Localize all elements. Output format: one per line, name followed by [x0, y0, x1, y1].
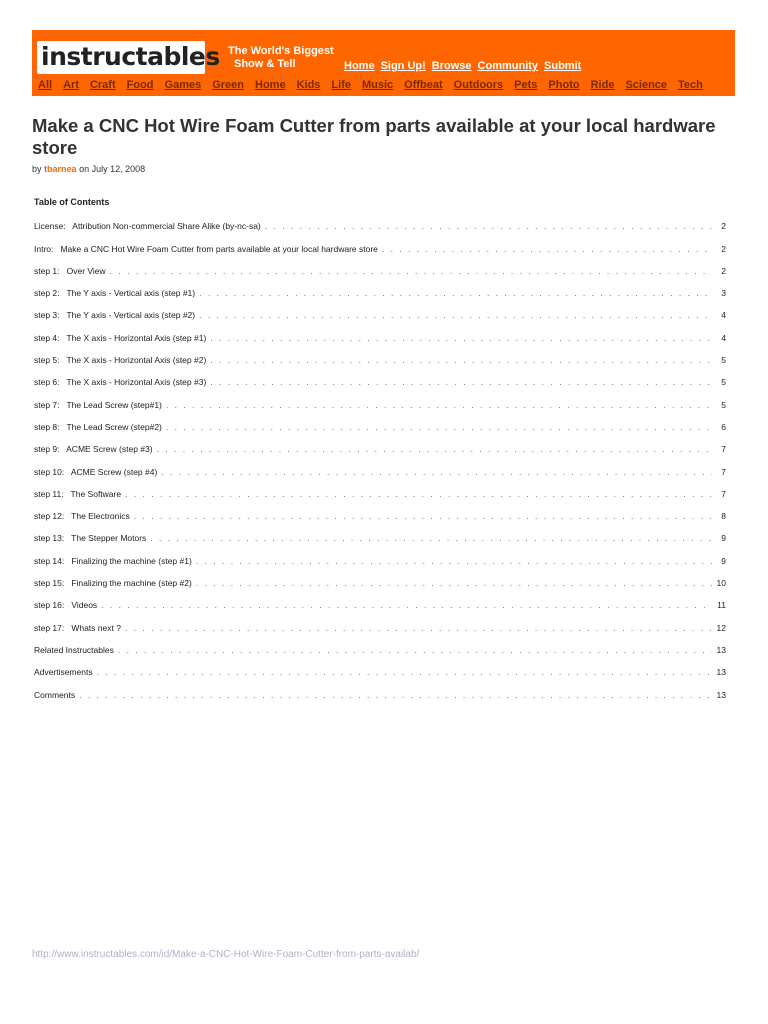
- category-offbeat[interactable]: Offbeat: [404, 79, 443, 91]
- category-games[interactable]: Games: [164, 79, 202, 91]
- toc-leader-dots: [199, 304, 712, 326]
- toc-leader-dots: [210, 349, 712, 371]
- toc-row[interactable]: [34, 616, 726, 638]
- category-kids[interactable]: Kids: [296, 79, 321, 91]
- toc-entry-label: License: Attribution Non-commercial Share Alike (by-nc-sa): [34, 221, 261, 232]
- toc-row[interactable]: [34, 438, 726, 460]
- toc-row[interactable]: [34, 505, 726, 527]
- toc-row[interactable]: [34, 349, 726, 371]
- toc-page-number: 4: [721, 310, 726, 321]
- category-life[interactable]: Life: [331, 79, 351, 91]
- toc-entry-label: step 17: Whats next ?: [34, 622, 121, 633]
- toc-entry-label: step 13: The Stepper Motors: [34, 533, 147, 544]
- tagline-line-1: The World's Biggest: [228, 45, 334, 57]
- toc-leader-dots: [125, 617, 712, 639]
- toc-row[interactable]: [34, 594, 726, 616]
- category-pets[interactable]: Pets: [514, 79, 538, 91]
- category-photo[interactable]: Photo: [548, 79, 580, 91]
- tagline: [228, 45, 338, 71]
- toc-leader-dots: [166, 416, 712, 438]
- toc-leader-dots: [196, 550, 712, 572]
- toc-entry-label: step 6: The X axis - Horizontal Axis (step #3): [34, 377, 207, 388]
- toc-page-number: 13: [716, 689, 726, 700]
- toc-leader-dots: [382, 238, 712, 260]
- category-ride[interactable]: Ride: [590, 79, 615, 91]
- toc-row[interactable]: [34, 572, 726, 594]
- category-art[interactable]: Art: [63, 79, 79, 91]
- toc-row[interactable]: [34, 683, 726, 705]
- table-of-contents: [34, 215, 726, 706]
- toc-page-number: 12: [716, 622, 726, 633]
- toc-entry-label: step 1: Over View: [34, 265, 106, 276]
- logo-text: instructables: [41, 42, 220, 71]
- toc-entry-label: step 11: The Software: [34, 488, 122, 499]
- toc-page-number: 8: [721, 511, 726, 522]
- toc-page-number: 13: [716, 644, 726, 655]
- toc-row[interactable]: [34, 326, 726, 348]
- category-nav: [38, 79, 714, 91]
- toc-page-number: 2: [721, 265, 726, 276]
- toc-row[interactable]: [34, 237, 726, 259]
- toc-page-number: 2: [721, 221, 726, 232]
- toc-row[interactable]: [34, 416, 726, 438]
- toc-page-number: 13: [716, 667, 726, 678]
- toc-page-number: 3: [721, 288, 726, 299]
- toc-row[interactable]: [34, 483, 726, 505]
- byline: [32, 164, 145, 174]
- category-food[interactable]: Food: [126, 79, 154, 91]
- author-link[interactable]: tbarnea: [44, 164, 77, 174]
- top-nav-home[interactable]: Home: [344, 60, 375, 72]
- toc-entry-label: step 8: The Lead Screw (step#2): [34, 421, 162, 432]
- publish-date: on July 12, 2008: [79, 164, 146, 174]
- toc-leader-dots: [157, 438, 712, 460]
- top-nav-community[interactable]: Community: [477, 60, 539, 72]
- toc-page-number: 7: [721, 444, 726, 455]
- toc-page-number: 11: [717, 600, 726, 611]
- article-title: Make a CNC Hot Wire Foam Cutter from parts available at your local hardware store: [32, 115, 716, 158]
- category-outdoors[interactable]: Outdoors: [453, 79, 504, 91]
- toc-entry-label: step 5: The X axis - Horizontal Axis (step #2): [34, 355, 207, 366]
- toc-row[interactable]: [34, 527, 726, 549]
- toc-entry-label: Intro: Make a CNC Hot Wire Foam Cutter from parts available at your local hardware store: [34, 243, 378, 254]
- toc-leader-dots: [134, 505, 712, 527]
- site-header-banner: [32, 30, 735, 96]
- toc-row[interactable]: [34, 460, 726, 482]
- toc-page-number: 4: [721, 332, 726, 343]
- toc-leader-dots: [79, 684, 712, 706]
- toc-entry-label: Advertisements: [34, 667, 93, 678]
- toc-leader-dots: [210, 327, 712, 349]
- toc-row[interactable]: [34, 215, 726, 237]
- footer-url[interactable]: http://www.instructables.com/id/Make-a-CNC-Hot-Wire-Foam-Cutter-from-parts-availab/: [32, 949, 420, 960]
- toc-row[interactable]: [34, 282, 726, 304]
- toc-page-number: 9: [721, 533, 726, 544]
- toc-leader-dots: [101, 594, 712, 616]
- toc-page-number: 6: [721, 421, 726, 432]
- top-nav-browse[interactable]: Browse: [431, 60, 472, 72]
- toc-leader-dots: [199, 282, 712, 304]
- toc-row[interactable]: [34, 639, 726, 661]
- top-nav-sign-up[interactable]: Sign Up!: [380, 60, 426, 72]
- category-home[interactable]: Home: [255, 79, 286, 91]
- toc-page-number: 7: [721, 466, 726, 477]
- toc-entry-label: step 4: The X axis - Horizontal Axis (step #1): [34, 332, 207, 343]
- toc-row[interactable]: [34, 304, 726, 326]
- toc-leader-dots: [110, 260, 712, 282]
- toc-heading: Table of Contents: [34, 197, 110, 207]
- toc-row[interactable]: [34, 661, 726, 683]
- toc-entry-label: step 2: The Y axis - Vertical axis (step #1): [34, 288, 196, 299]
- toc-leader-dots: [265, 215, 712, 237]
- toc-entry-label: Related Instructables: [34, 644, 114, 655]
- category-science[interactable]: Science: [625, 79, 668, 91]
- toc-row[interactable]: [34, 393, 726, 415]
- category-craft[interactable]: Craft: [89, 79, 116, 91]
- toc-page-number: 9: [721, 555, 726, 566]
- category-music[interactable]: Music: [361, 79, 394, 91]
- toc-entry-label: step 3: The Y axis - Vertical axis (step #2): [34, 310, 196, 321]
- toc-page-number: 5: [721, 355, 726, 366]
- toc-row[interactable]: [34, 260, 726, 282]
- toc-page-number: 7: [721, 488, 726, 499]
- toc-leader-dots: [196, 572, 712, 594]
- top-nav: [344, 60, 587, 72]
- toc-entry-label: step 16: Videos: [34, 600, 98, 611]
- toc-entry-label: step 7: The Lead Screw (step#1): [34, 399, 162, 410]
- category-tech[interactable]: Tech: [678, 79, 703, 91]
- toc-leader-dots: [118, 639, 712, 661]
- toc-row[interactable]: [34, 549, 726, 571]
- toc-entry-label: step 14: Finalizing the machine (step #1): [34, 555, 192, 566]
- toc-leader-dots: [210, 371, 712, 393]
- toc-page-number: 5: [721, 399, 726, 410]
- toc-entry-label: step 12: The Electronics: [34, 511, 130, 522]
- top-nav-submit[interactable]: Submit: [544, 60, 582, 72]
- tagline-line-2: Show & Tell: [234, 58, 296, 70]
- byline-prefix: by: [32, 164, 42, 174]
- toc-leader-dots: [97, 661, 712, 683]
- toc-leader-dots: [150, 527, 712, 549]
- toc-page-number: 2: [721, 243, 726, 254]
- category-all[interactable]: All: [38, 79, 53, 91]
- toc-entry-label: step 9: ACME Screw (step #3): [34, 444, 153, 455]
- toc-row[interactable]: [34, 371, 726, 393]
- instructables-logo[interactable]: [37, 41, 220, 74]
- toc-entry-label: step 10: ACME Screw (step #4): [34, 466, 158, 477]
- toc-leader-dots: [125, 483, 712, 505]
- toc-entry-label: step 15: Finalizing the machine (step #2): [34, 578, 192, 589]
- toc-leader-dots: [166, 394, 712, 416]
- toc-leader-dots: [161, 461, 712, 483]
- toc-page-number: 10: [716, 578, 726, 589]
- toc-page-number: 5: [721, 377, 726, 388]
- category-green[interactable]: Green: [212, 79, 245, 91]
- toc-entry-label: Comments: [34, 689, 76, 700]
